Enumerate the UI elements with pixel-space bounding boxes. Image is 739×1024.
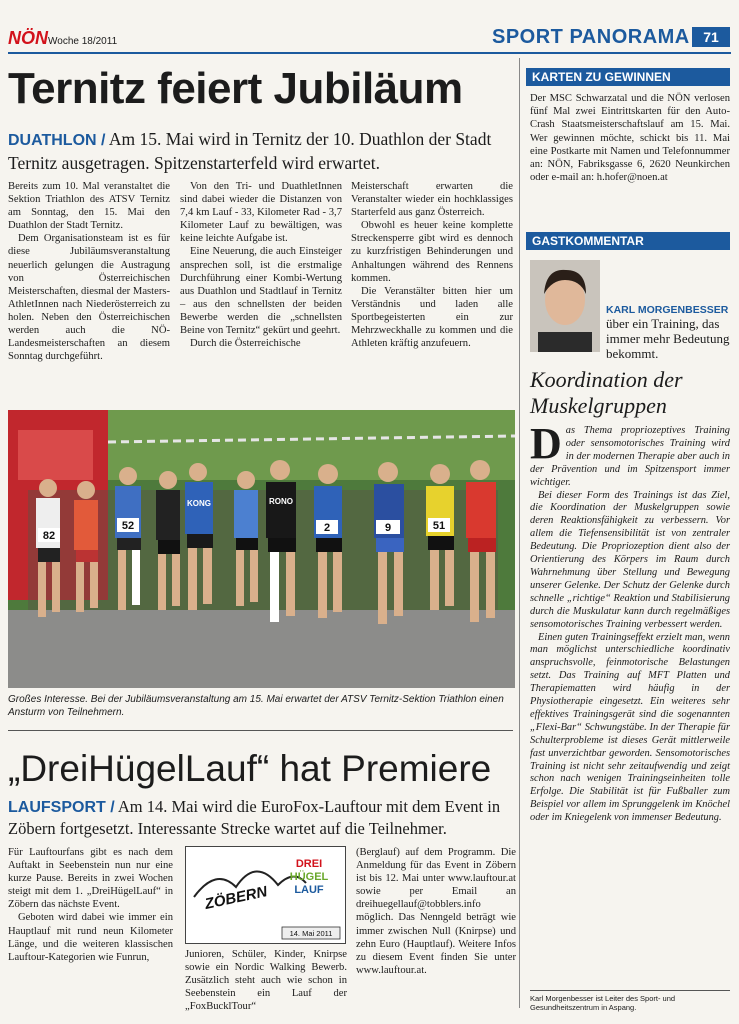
paragraph: as Thema propriozeptives Training oder sensomotorisches Training wird in der modernen Therapie aber auch in der Prävention und im Spitzensport immer wichtiger. (530, 425, 730, 488)
paragraph: Junioren, Schüler, Kinder, Knirpse sowie ein Nordic Walking Bewerb. Zusätzlich steht auch wie schon in Seebenstein ein Lauf der „FoxBucklTour“ (185, 949, 347, 1013)
paragraph: (Berglauf) auf dem Programm. Die Anmeldung für das Event in Zöbern ist bis 12. Mai unter www.lauftour.at sowie per Email an dreihuegellauf@tobblers.info möglich. Das Nenngeld beträgt wie immer zwischen Null (Knirpse) und zehn Euro (Hauptlauf). Weitere Infos zu diesem Event finden Sie unter www.lauftour.at. (356, 847, 516, 976)
article2-deck (8, 796, 513, 839)
runners-illustration (8, 410, 515, 688)
paragraph: Meisterschaft erwarten die Veranstalter wieder ein hochklassiges Starterfeld aus ganz Österreich. (351, 181, 513, 219)
photo-caption: Großes Interesse. Bei der Jubiläumsveranstaltung am 15. Mai erwartet der ATSV Ternitz-Sektion Triathlon einen Ansturm von Teilnehmern. (8, 694, 504, 718)
paragraph: Einen guten Trainingseffekt erzielt man, wenn man möglichst unterschiedliche koordinativ anspruchsvolle, feinmotorische Belastungen setzt. Das Training auf MFT Platten und Therapiematten wird häufig in der Physiotherapie eingesetzt. Ein weiteres sehr effektives Trainingsgerät sind die sogenannten „Flexi-Bar“ Schwungstäbe. In der Therapie für Schulterprobleme ist dieses Gerät mittlerweile fast unverzichtbar geworden. Sensomotorisches Training ist nicht sehr zeitaufwendig und zeigt schon nach wenigen Trainingseinheiten tolle Erfolge. Die Stabilität ist für Fußballer zum Beispiel vor allem im Sprunggelenk im Knöchel oder im Kniegelenk von immenser Bedeutung. (530, 631, 730, 824)
article-separator (8, 730, 513, 731)
shirt-lettering: RONO (269, 497, 293, 506)
bib-number: 52 (121, 520, 135, 532)
article2-deck-text: Am 14. Mai wird die EuroFox-Lauftour mit dem Event in Zöbern fortgesetzt. Interessante Strecke wartet auf die Teilnehmer. (8, 797, 501, 838)
logo-text-huegel: HÜGEL (289, 871, 329, 883)
article2-column-1 (8, 846, 173, 964)
logo-text-zoebern: ZÖBERN (203, 883, 269, 913)
bib-number: 51 (432, 520, 446, 532)
dreihuegellauf-logo (185, 846, 346, 944)
article1-column-1 (8, 180, 170, 363)
article1-kicker: DUATHLON / (8, 132, 106, 149)
footnote-rule (530, 990, 730, 991)
author-footnote: Karl Morgenbesser ist Leiter des Sport- und Gesundheitszentrum in Aspang. (530, 994, 676, 1012)
paragraph: Für Lauftourfans gibt es nach dem Auftakt in Seebenstein nun nur eine kurze Pause. Bereits in zwei Wochen steigt mit dem 1. „DreiHügelLauf“ in Zöbern das nächste Event. (8, 847, 173, 911)
paragraph: Geboten wird dabei wie immer ein Hauptlauf mit rund neun Kilometer Länge, und die weiteren klassischen Lauftour-Kategorien wie Funrun, (8, 912, 173, 963)
commentary-body (530, 419, 730, 825)
karten-text: Der MSC Schwarzatal und die NÖN verlosen fünf Mal zwei Eintrittskarten für den Auto-Crash Staatsmeisterschaftslauf am 15. Mai. Wer gewinnen möchte, schickt bis 11. Mai eine Postkarte mit Namen und Telefonnummer an: NÖN, Fabriksgasse 6, 2620 Neunkirchen oder e-mail an: h.hofer@noen.at (530, 93, 730, 184)
logo-date: 14. Mai 2011 (289, 929, 333, 938)
paragraph: Von den Tri- und DuathletInnen sind dabei wieder die Distanzen von 7,4 km Lauf - 33, Kilometer Rad - 3,7 Kilometer Lauf zu bewältigen, was keine leichte Aufgabe ist. (180, 181, 342, 245)
bib-number: 9 (384, 522, 392, 534)
article2-headline: „DreiHügelLauf“ hat Premiere (8, 748, 492, 789)
bib-number: 2 (323, 522, 331, 534)
header-rule (8, 52, 731, 54)
drop-cap: D (530, 419, 562, 468)
logo-text-lauf: LAUF (294, 884, 324, 896)
paragraph: Eine Neuerung, die auch Einsteiger ansprechen soll, ist die erstmalige Durchführung einer Kombi-Wertung aus Duathlon und Stadtlauf in Ternitz – aus den schnellsten der beiden Bewerbe werden die „schnellsten Beine von Ternitz“ gekürt und geehrt. (180, 246, 342, 337)
paragraph: Obwohl es heuer keine komplette Streckensperre gibt wird es dennoch zu kurzfristigen Behinderungen und Anhaltungen während des Rennens kommen. (351, 220, 513, 284)
commentary-title: Koordination der Muskelgruppen (530, 367, 683, 418)
column-divider (519, 58, 520, 1008)
paragraph: Durch die Österreichische (190, 338, 301, 350)
karten-header: KARTEN ZU GEWINNEN (526, 68, 730, 86)
article2-column-3 (356, 846, 516, 977)
article2-column-2 (185, 948, 347, 1013)
logo-graphic (186, 847, 345, 943)
section-title: SPORT PANORAMA (492, 26, 690, 48)
logo-text-drei: DREI (295, 858, 323, 870)
bib-number: 82 (42, 530, 56, 542)
newspaper-logo: NÖN (8, 28, 48, 48)
paragraph: Bereits zum 10. Mal veranstaltet die Sektion Triathlon des ATSV Ternitz am Sonntag, den 15. Mai den Duathlon der Stadt Ternitz. (8, 181, 170, 232)
author-name: KARL MORGENBESSER (606, 304, 729, 316)
paragraph: Bei dieser Form des Trainings ist das Ziel, die Koordination der Muskelgruppen sowie deren Reaktionsfähigkeit zu verbessern. Vor allem die Tiefensensibilität ist von zentraler Bedeutung. Die Propriozeption dient also der Orientierung des Körpers im Raum durch Wahrnehmung über Stellung und Bewegung unserer Gelenke. Der Schutz der Gelenke durch schnelle „richtige“ Reaktion und Stabilisierung durch die Muskulatur kann durch regelmäßiges sensomotorisches Training verbessert werden. (530, 489, 730, 630)
article2-kicker: LAUFSPORT / (8, 799, 115, 816)
paragraph: Die Veranstälter bitten hier um Verständnis und laden alle Sportbegeisterten ein zur Mehrzweckhalle zu kommen und die Athleten kräftig anzufeuern. (351, 285, 513, 350)
paragraph: Dem Organisationsteam ist es für diese Jubiläumsveranstaltung neuerlich gelungen die Austragung von Österreichischen Meisterschaften, diesmal der Masters-AthletInnen nach Niederösterreich zu holen. Neben den Österreichischen werden auch die NÖ-Landesmeisterschaften an diesem Sonntag durchgeführt. (8, 233, 170, 363)
article1-column-3 (351, 180, 513, 350)
gastkommentar-header: GASTKOMMENTAR (526, 232, 730, 250)
article1-deck (8, 128, 513, 174)
author-portrait (530, 260, 600, 352)
author-photo (530, 260, 600, 352)
author-teaser: über ein Training, das immer mehr Bedeutung bekommt. (606, 316, 730, 361)
author-info (606, 304, 730, 361)
shirt-lettering: KONG (187, 499, 211, 508)
article1-column-2 (180, 180, 342, 350)
duathlon-runners-photo (8, 410, 515, 688)
article1-deck-text: Am 15. Mai wird in Ternitz der 10. Duathlon der Stadt Ternitz ausgetragen. Spitzenstarterfeld wird erwartet. (8, 129, 492, 173)
article1-headline: Ternitz feiert Jubiläum (8, 64, 463, 113)
issue-week: Woche 18/2011 (48, 36, 118, 47)
page-number: 71 (692, 27, 730, 47)
